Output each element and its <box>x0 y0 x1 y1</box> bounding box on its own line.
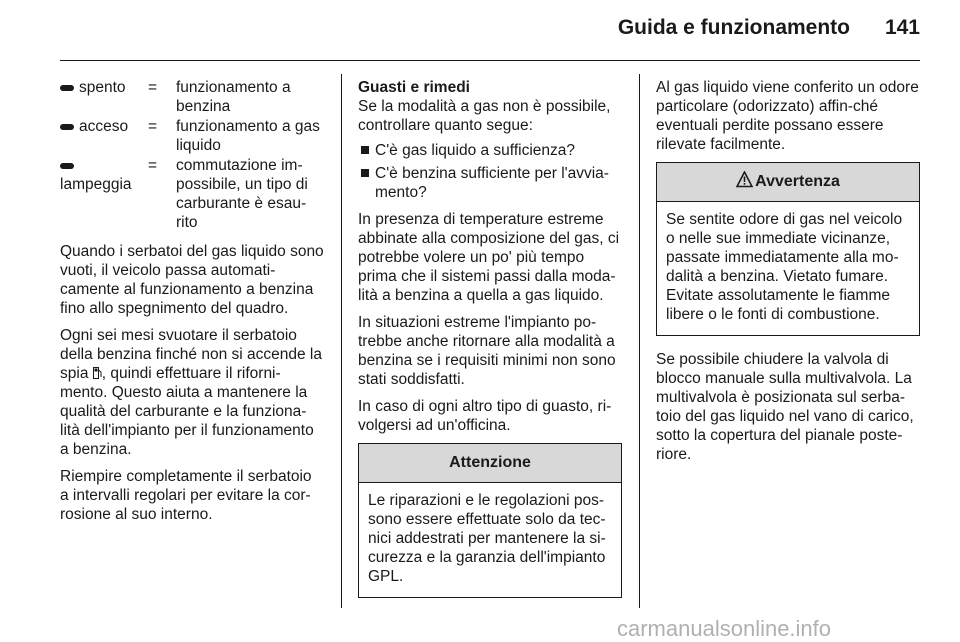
column-3 <box>656 78 920 472</box>
column-1 <box>60 78 324 532</box>
paragraph: Se possibile chiudere la valvola di blocco manuale sulla multivalvola. La multivalvola è posizionata sul serba-toio del gas liquido nel vano di carico, sotto la copertura del pianale poste-riore. <box>656 351 914 463</box>
attention-title: Attenzione <box>359 444 621 483</box>
attention-box <box>358 443 622 598</box>
warning-header <box>657 163 919 202</box>
state-row <box>60 78 324 116</box>
paragraph: Quando i serbatoi del gas liquido sono vuoti, il veicolo passa automati-camente al funzionamento a benzina fino allo spegnimento del quadro. <box>60 243 324 317</box>
section-heading: Guasti e rimedi <box>358 79 470 96</box>
fuel-pump-icon <box>93 367 102 379</box>
state-label: spento <box>79 79 126 96</box>
state-row <box>60 117 324 155</box>
warning-title: Avvertenza <box>755 173 840 190</box>
paragraph: Al gas liquido viene conferito un odore particolare (odorizzato) affin-ché eventuali perdite possano essere rilevate facilmente. <box>656 79 919 153</box>
state-row <box>60 156 324 232</box>
dash-indicator-icon <box>60 85 74 91</box>
paragraph: In caso di ogni altro tipo di guasto, ri-volgersi ad un'officina. <box>358 398 612 434</box>
paragraph: In situazioni estreme l'impianto po-trebbe anche ritornare alla modalità a benzina se i requisiti minimi non sono stati soddisfatti. <box>358 314 616 388</box>
equals-sign: = <box>148 118 158 135</box>
paragraph: Se la modalità a gas non è possibile, controllare quanto segue: <box>358 98 611 134</box>
warning-box <box>656 162 920 336</box>
state-description: funzionamento a benzina <box>176 79 291 115</box>
paragraph: Riempire completamente il serbatoio a intervalli regolari per evitare la cor-rosione al suo interno. <box>60 468 312 523</box>
dash-indicator-icon <box>60 163 74 169</box>
indicator-states-table <box>60 78 324 232</box>
column-divider-2 <box>639 74 640 608</box>
bullet-text: C'è benzina sufficiente per l'avvia-mento? <box>375 165 609 201</box>
warning-body: Se sentite odore di gas nel veicolo o nelle sue immediate vicinanze, passate immediatamente alla mo-dalità a benzina. Vietato fumare. Evitate assolutamente le fiamme libere o le fonti di combustione. <box>666 211 903 323</box>
paragraph-text: Ogni sei mesi svuotare il serbatoio della benzina finché non si accende la spia <box>60 327 322 382</box>
bullet-square-icon <box>361 169 369 177</box>
bullet-text: C'è gas liquido a sufficienza? <box>375 142 575 159</box>
bullet-item <box>358 164 622 202</box>
watermark: carmanualsonline.info <box>617 616 832 641</box>
equals-sign: = <box>148 79 158 96</box>
paragraph: In presenza di temperature estreme abbinate alla composizione del gas, ci potrebbe volere un po' più tempo prima che il sistemi passi dalla moda-lità a benzina a quella a gas liquido. <box>358 211 620 304</box>
state-description: funzionamento a gas liquido <box>176 118 320 154</box>
state-description: commutazione im-possibile, un tipo di carburante è esau-rito <box>176 157 308 231</box>
bullet-item <box>358 141 622 160</box>
paragraph-text: , quindi effettuare il riforni-mento. Questo aiuta a mantenere la qualità del carburante e la funziona-lità dell'impianto per il funzionamento a benzina. <box>60 365 314 458</box>
bullet-square-icon <box>361 146 369 154</box>
state-label: acceso <box>79 118 129 135</box>
dash-indicator-icon <box>60 124 74 130</box>
equals-sign: = <box>148 157 158 174</box>
column-divider-1 <box>341 74 342 608</box>
header-divider <box>60 60 920 61</box>
header-title: Guida e funzionamento <box>617 16 850 39</box>
page-number: 141 <box>884 16 920 39</box>
warning-triangle-icon <box>736 171 753 188</box>
paragraph <box>60 326 324 459</box>
state-label: lampeggia <box>60 176 132 193</box>
column-2 <box>358 78 622 598</box>
attention-body: Le riparazioni e le regolazioni pos-sono essere effettuate solo da tec-nici addestrati per mantenere la si-curezza e la garanzia dell'impianto GPL. <box>368 492 606 585</box>
